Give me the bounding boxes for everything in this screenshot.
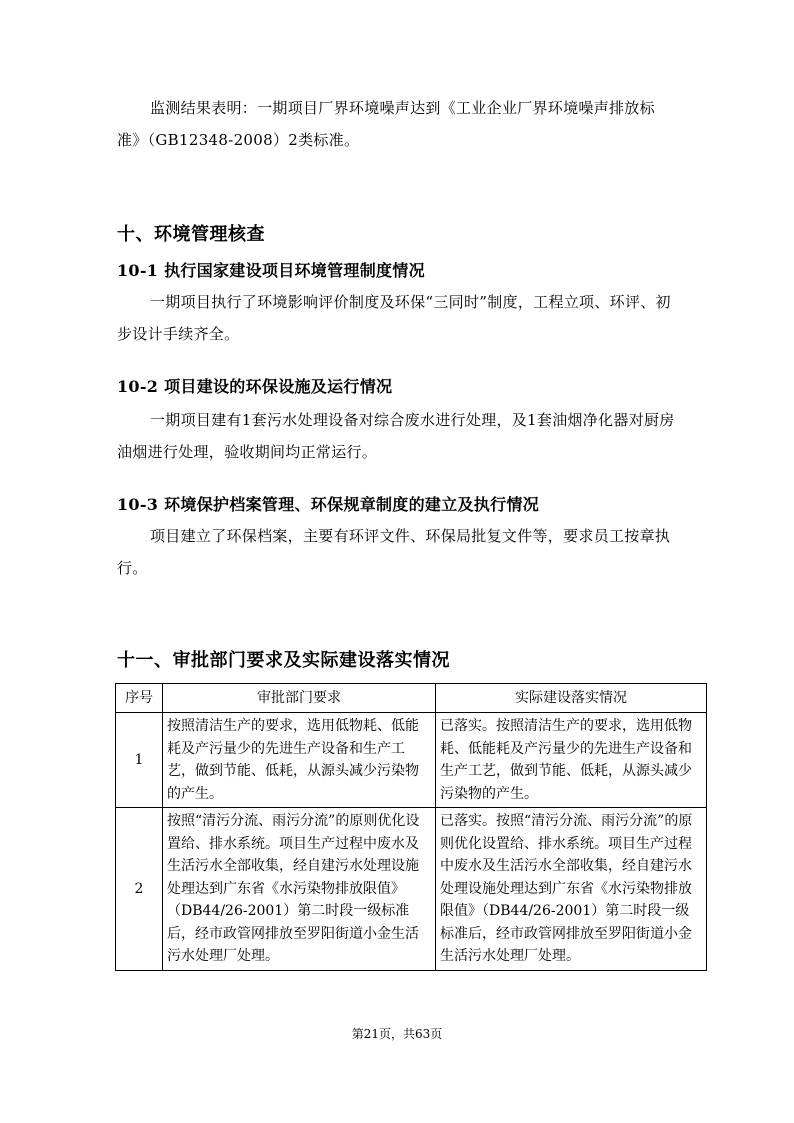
intro-paragraph: 监测结果表明：一期项目厂界环境噪声达到《工业企业厂界环境噪声排放标准》（GB12348-2008）2类标准。: [117, 99, 655, 149]
requirements-table: [115, 683, 707, 971]
section-10-2-heading: 10-2 项目建设的环保设施及运行情况: [117, 377, 393, 396]
row-number: 2: [116, 808, 163, 971]
header-no: 序号: [116, 684, 163, 713]
row-requirement: 按照清洁生产的要求，选用低物耗、低能耗及产污量少的先进生产设备和生产工艺，做到节能、低耗，从源头减少污染物的产生。: [163, 713, 436, 808]
section-11-heading: 十一、审批部门要求及实际建设落实情况: [117, 650, 450, 671]
section-10-1-heading: 10-1 执行国家建设项目环境管理制度情况: [117, 261, 425, 280]
table-header-row: [116, 684, 707, 713]
row-implementation: 已落实。按照“清污分流、雨污分流”的原则优化设置给、排水系统。项目生产过程中废水及生活污水全部收集，经自建污水处理设施处理达到广东省《水污染物排放限值》（DB44/26-2001）第二时段一级标准后，经市政管网排放至罗阳街道小金生活污水处理厂处理。: [436, 808, 707, 971]
row-requirement: 按照“清污分流、雨污分流”的原则优化设置给、排水系统。项目生产过程中废水及生活污水全部收集，经自建污水处理设施处理达到广东省《水污染物排放限值》（DB44/26-2001）第二时段一级标准后，经市政管网排放至罗阳街道小金生活污水处理厂处理。: [163, 808, 436, 971]
section-10-2-text: 一期项目建有1套污水处理设备对综合废水进行处理，及1套油烟净化器对厨房油烟进行处理，验收期间均正常运行。: [117, 411, 675, 461]
header-implementation: 实际建设落实情况: [436, 684, 707, 713]
section-10-3-text: 项目建立了环保档案，主要有环评文件、环保局批复文件等，要求员工按章执行。: [117, 527, 671, 577]
table-row: [116, 713, 707, 808]
section-10-heading: 十、环境管理核查: [117, 224, 265, 245]
table-row: [116, 808, 707, 971]
page-footer: 第21页，共63页: [351, 1027, 443, 1041]
section-10-1-text: 一期项目执行了环境影响评价制度及环保“三同时”制度，工程立项、环评、初步设计手续齐全。: [117, 293, 671, 343]
row-number: 1: [116, 713, 163, 808]
header-requirement: 审批部门要求: [163, 684, 436, 713]
section-10-3-heading: 10-3 环境保护档案管理、环保规章制度的建立及执行情况: [117, 495, 540, 514]
row-implementation: 已落实。按照清洁生产的要求，选用低物耗、低能耗及产污量少的先进生产设备和生产工艺，做到节能、低耗，从源头减少污染物的产生。: [436, 713, 707, 808]
